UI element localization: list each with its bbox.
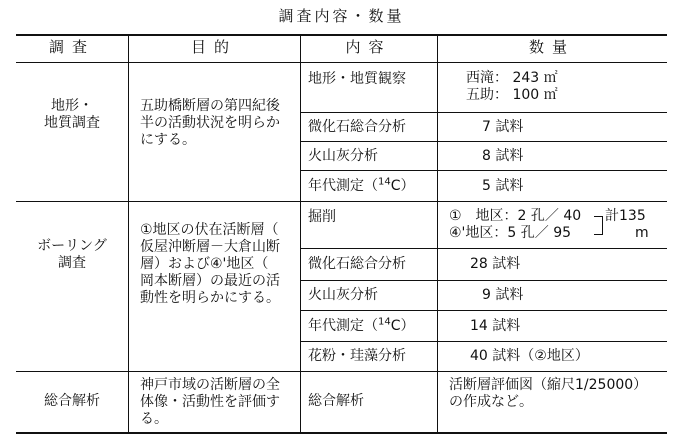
- survey-cell: [16, 238, 128, 272]
- purpose-line: にする。: [140, 132, 196, 148]
- content-cell: 花粉・珪藻分析: [308, 348, 406, 364]
- quantity-cell: [466, 70, 558, 104]
- survey-cell: [16, 98, 128, 132]
- quantity-cell: 8 試料: [482, 148, 524, 164]
- content-cell: 微化石総合分析: [308, 119, 406, 135]
- drilling-quantity: [449, 208, 663, 244]
- content-cell: 微化石総合分析: [308, 256, 406, 272]
- header-rule: [16, 62, 667, 63]
- purpose-cell: [140, 377, 280, 428]
- content-text: 年代測定（: [308, 178, 378, 194]
- purpose-line: る。: [140, 411, 168, 427]
- header-quantity: 数量: [528, 38, 575, 56]
- survey-line: 地質調査: [44, 115, 100, 131]
- quantity-cell: 9 試料: [482, 287, 524, 303]
- purpose-line: 半の活動状況を明らか: [140, 115, 280, 131]
- purpose-line: 岡本断層）の最近の活: [140, 273, 280, 289]
- purpose-cell: [140, 98, 280, 149]
- header-purpose: 目的: [190, 38, 237, 56]
- table-bottom-border: [16, 432, 667, 434]
- isotope-superscript: 14: [378, 316, 391, 328]
- purpose-line: 仮屋沖断層－大倉山断: [140, 239, 280, 255]
- content-cell: 総合解析: [308, 393, 364, 409]
- quantity-cell: 14 試料: [470, 318, 521, 334]
- drill-line-2: ④'地区：5 孔／ 95: [449, 225, 572, 241]
- row-rule: [300, 280, 667, 281]
- purpose-line: 動性を明らかにする。: [140, 290, 280, 306]
- column-rule: [437, 34, 438, 433]
- drill-line-1: ① 地区：2 孔／ 40: [449, 208, 582, 224]
- quantity-cell: 40 試料（②地区）: [470, 348, 589, 364]
- survey-line: 地形・: [51, 98, 93, 114]
- header-survey: 調査: [48, 38, 95, 56]
- row-rule: [300, 141, 667, 142]
- content-cell: 火山灰分析: [308, 287, 378, 303]
- survey-line: 調査: [58, 255, 86, 271]
- quantity-line: 五助： 100 ㎡: [466, 87, 558, 103]
- survey-cell: 総合解析: [44, 393, 100, 409]
- row-rule: [300, 170, 667, 171]
- quantity-cell: 7 試料: [482, 119, 524, 135]
- drill-unit: m: [635, 225, 649, 241]
- isotope-superscript: 14: [378, 176, 391, 188]
- quantity-cell: [449, 377, 647, 411]
- content-text: C）: [390, 178, 415, 194]
- purpose-line: 神戸市域の活断層の全: [140, 377, 280, 393]
- page-title: 調査内容・数量: [278, 7, 405, 25]
- row-rule: [300, 310, 667, 311]
- purpose-line: 層）および④'地区（: [140, 256, 269, 272]
- content-text: 年代測定（: [308, 318, 378, 334]
- purpose-line: ①地区の伏在活断層（: [140, 222, 279, 238]
- drill-total: 計135: [605, 208, 646, 224]
- content-cell: 掘削: [308, 209, 336, 225]
- purpose-line: 五助橋断層の第四紀後: [140, 98, 280, 114]
- content-cell: 地形・地質観察: [308, 71, 406, 87]
- drill-bracket: [594, 216, 603, 235]
- table-top-border: [16, 34, 667, 36]
- quantity-cell: 5 試料: [482, 178, 524, 194]
- purpose-line: 体像・活動性を評価す: [140, 394, 280, 410]
- content-cell: 火山灰分析: [308, 148, 378, 164]
- quantity-line: の作成など。: [449, 394, 533, 410]
- quantity-line: 活断層評価図（縮尺1/25000）: [449, 377, 648, 393]
- column-rule: [128, 34, 129, 433]
- row-rule: [300, 112, 667, 113]
- quantity-line: 西滝： 243 ㎡: [466, 70, 558, 86]
- quantity-cell: 28 試料: [470, 256, 521, 272]
- column-rule: [300, 34, 301, 433]
- purpose-cell: [140, 222, 280, 307]
- content-text: C）: [390, 318, 415, 334]
- row-rule: [300, 248, 667, 249]
- group-rule: [16, 371, 667, 372]
- row-rule: [300, 341, 667, 342]
- content-cell: [308, 318, 415, 335]
- header-content: 内容: [345, 38, 392, 56]
- group-rule: [16, 201, 667, 202]
- survey-line: ボーリング: [37, 238, 107, 254]
- content-cell: [308, 178, 415, 195]
